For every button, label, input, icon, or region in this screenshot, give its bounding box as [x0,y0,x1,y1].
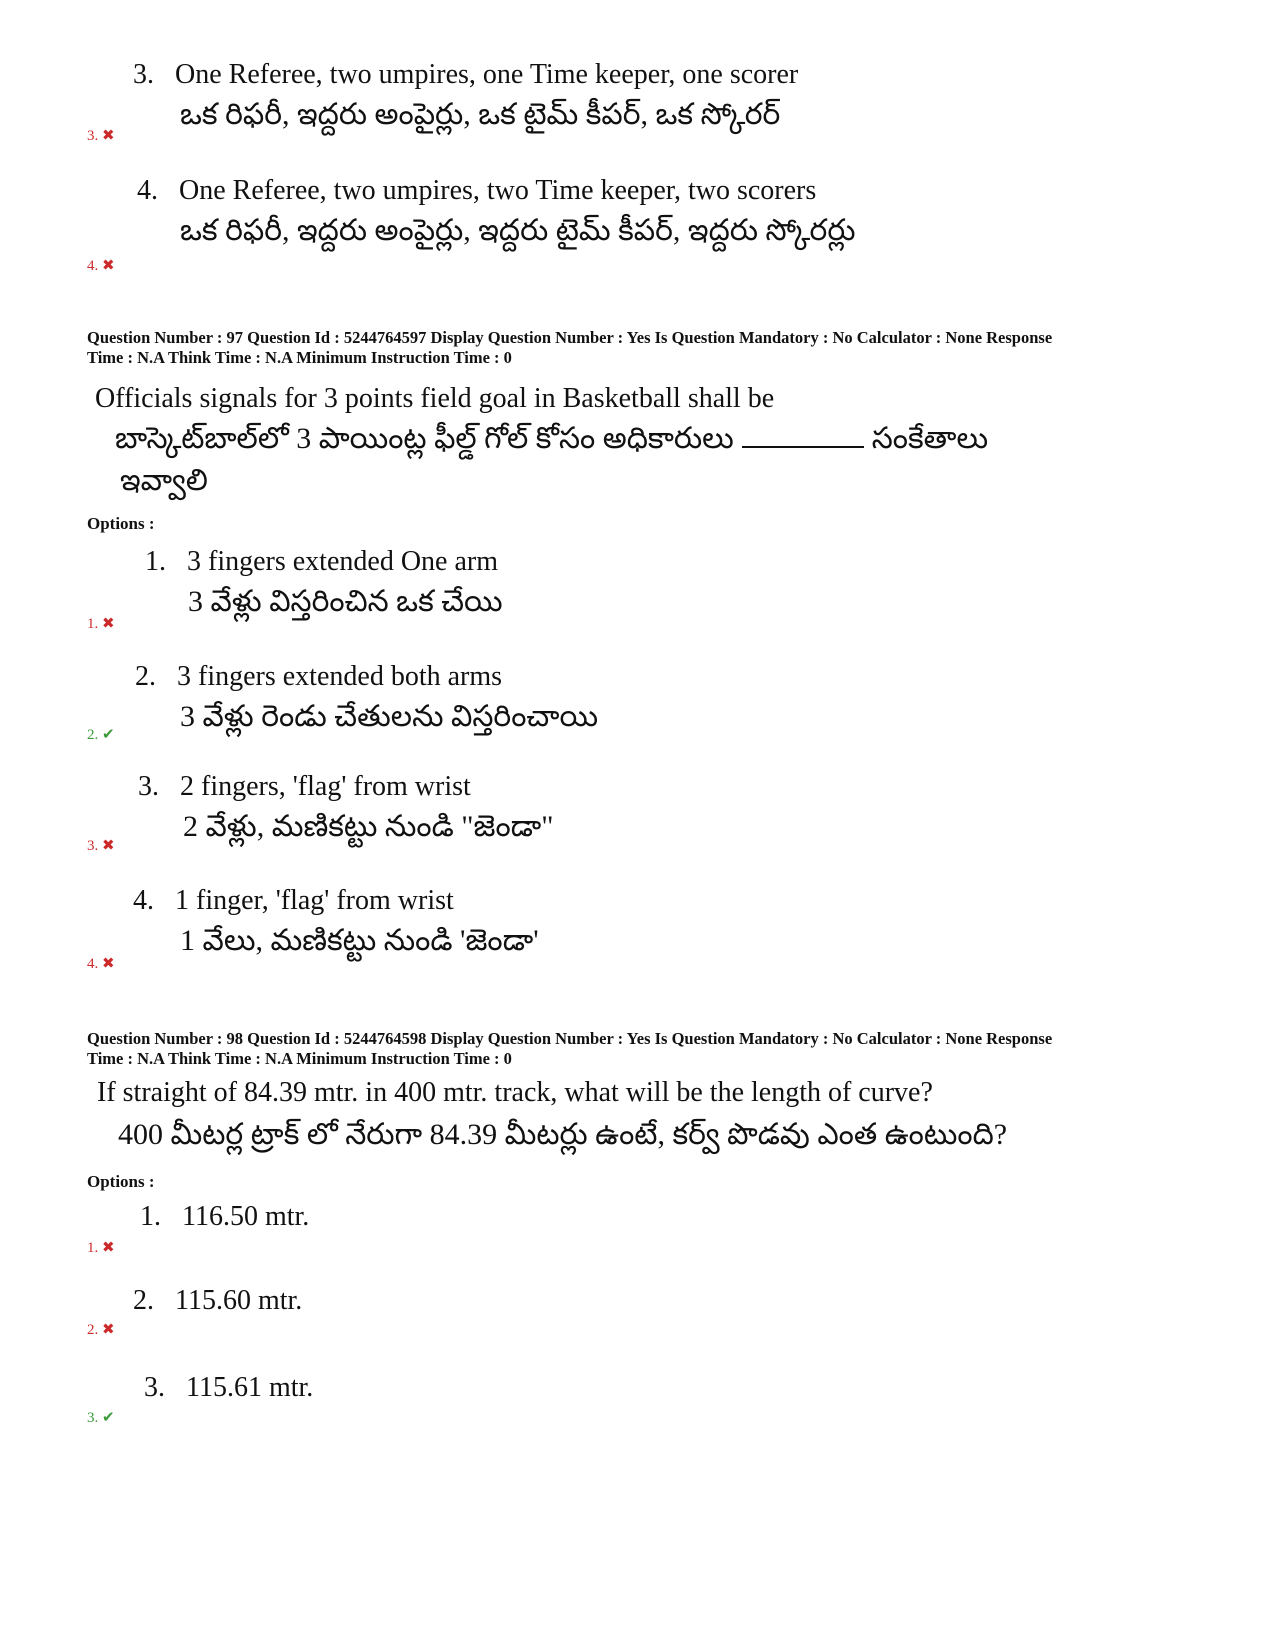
option-text-en: One Referee, two umpires, one Time keeper, one scorer [175,59,799,90]
option-status-mark: 3. ✖ [87,128,115,144]
option-text-te: ఒక రిఫరీ, ఇద్దరు అంపైర్లు, ఇద్దరు టైమ్ కీపర్, ఇద్దరు స్కోరర్లు [180,214,856,247]
question-meta-line2: Time : N.A Think Time : N.A Minimum Instruction Time : 0 [87,1049,512,1068]
question-meta-line1: Question Number : 97 Question Id : 5244764597 Display Question Number : Yes Is Question Mandatory : No Calculator : None Response [87,328,1053,347]
option-text-te: 1 వేలు, మణికట్టు నుండి 'జెండా' [180,924,539,957]
option-number: 3. [133,59,154,90]
question-text-en: If straight of 84.39 mtr. in 400 mtr. track, what will be the length of curve? [97,1077,933,1108]
question-text-te: 400 మీటర్ల ట్రాక్ లో నేరుగా 84.39 మీటర్లు ఉంటే, కర్వ్ పొడవు ఎంత ఉంటుంది? [118,1118,1008,1151]
question-meta-line1: Question Number : 98 Question Id : 5244764598 Display Question Number : Yes Is Question Mandatory : No Calculator : None Response [87,1029,1053,1048]
option-status-mark: 4. ✖ [87,258,115,274]
option-status-mark: 4. ✖ [87,956,115,972]
option-text-en: 1 finger, 'flag' from wrist [175,885,454,916]
option-text-en: 115.61 mtr. [186,1372,314,1403]
question-text-te: బాస్కెట్‌బాల్‌లో 3 పాయింట్ల ఫీల్డ్ గోల్ కోసం అధికారులు సంకేతాలు [115,422,989,455]
option-text-te: 2 వేళ్లు, మణికట్టు నుండి "జెండా" [183,810,554,843]
option-text-te: 3 వేళ్లు విస్తరించిన ఒక చేయి [188,585,503,618]
cross-icon: ✖ [102,1240,115,1256]
check-icon: ✔ [102,727,115,743]
option-number: 3. [144,1372,165,1403]
option-text-en: 2 fingers, 'flag' from wrist [180,771,471,802]
option-status-mark: 2. ✖ [87,1322,115,1338]
option-status-mark: 3. ✔ [87,1410,115,1426]
question-text-en: Officials signals for 3 points field goal in Basketball shall be [95,383,775,414]
option-text-te: ఒక రిఫరీ, ఇద్దరు అంపైర్లు, ఒక టైమ్ కీపర్, ఒక స్కోరర్ [180,98,781,131]
option-text-en: One Referee, two umpires, two Time keeper, two scorers [179,175,817,206]
check-icon: ✔ [102,1410,115,1426]
option-number: 1. [145,546,166,577]
options-label: Options : [87,1172,155,1191]
option-number: 3. [138,771,159,802]
cross-icon: ✖ [102,956,115,972]
option-text-en: 3 fingers extended both arms [177,661,503,692]
cross-icon: ✖ [102,1322,115,1338]
option-text-en: 115.60 mtr. [175,1285,303,1316]
cross-icon: ✖ [102,616,115,632]
option-status-mark: 3. ✖ [87,838,115,854]
option-number: 1. [140,1201,161,1232]
option-number: 4. [133,885,154,916]
question-meta-line2: Time : N.A Think Time : N.A Minimum Instruction Time : 0 [87,348,512,367]
option-status-mark: 1. ✖ [87,1240,115,1256]
option-number: 2. [135,661,156,692]
fill-blank [742,422,864,448]
option-text-te: 3 వేళ్లు రెండు చేతులను విస్తరించాయి [180,700,599,733]
option-status-mark: 2. ✔ [87,727,115,743]
option-number: 4. [137,175,158,206]
options-label: Options : [87,514,155,533]
cross-icon: ✖ [102,128,115,144]
option-status-mark: 1. ✖ [87,616,115,632]
option-text-en: 116.50 mtr. [182,1201,310,1232]
cross-icon: ✖ [102,838,115,854]
option-number: 2. [133,1285,154,1316]
question-text-te-line2: ఇవ్వాలి [120,464,208,497]
option-text-en: 3 fingers extended One arm [187,546,498,577]
cross-icon: ✖ [102,258,115,274]
